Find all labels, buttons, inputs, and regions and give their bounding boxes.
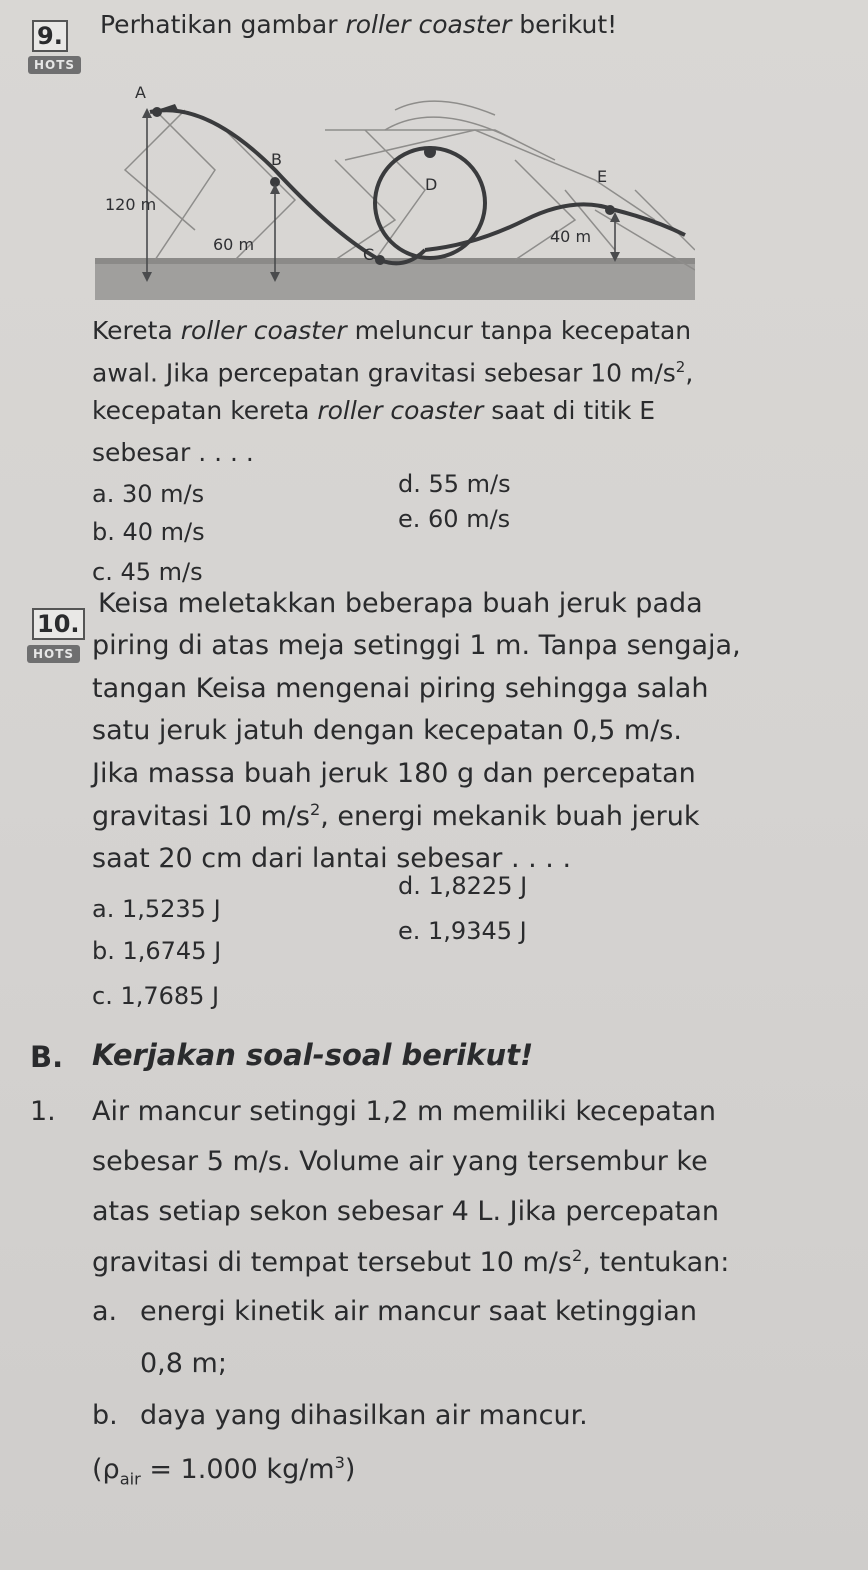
q10-line-6: gravitasi 10 $m/s^2$, energi mekanik buah jeruk <box>92 800 700 832</box>
q9-option-e[interactable]: e. 60 m/s <box>398 505 511 533</box>
point-e-marker <box>605 205 615 215</box>
q9-line-2: awal. Jika percepatan gravitasi sebesar 10 $m/s^2$, <box>92 358 694 388</box>
q9-option-d[interactable]: d. 55 m/s <box>398 470 511 498</box>
ground-strip <box>95 260 695 300</box>
hots-badge: HOTS <box>27 645 80 663</box>
loop <box>375 148 485 258</box>
roller-coaster-figure <box>95 70 695 305</box>
b1-line-4: gravitasi di tempat tersebut 10 $m/s^2$, tentukan: <box>92 1246 730 1278</box>
q10-line-2: piring di atas meja setinggi 1 m. Tanpa sengaja, <box>92 630 741 661</box>
b1-a-line-2: 0,8 m; <box>140 1348 227 1379</box>
section-letter: B. <box>30 1040 64 1074</box>
q10-line-3: tangan Keisa mengenai piring sehingga salah <box>92 673 709 704</box>
question-number: 1. <box>30 1096 56 1127</box>
q9-option-b[interactable]: b. 40 m/s <box>92 518 205 546</box>
label-a: A <box>135 83 146 102</box>
b1-line-3: atas setiap sekon sebesar 4 L. Jika percepatan <box>92 1196 720 1227</box>
question-number: 10. <box>32 608 85 640</box>
q10-option-a[interactable]: a. 1,5235 J <box>92 895 221 923</box>
label-height-60: 60 m <box>213 235 255 254</box>
density-note: ($\rho_{air} = 1.000$ $kg/m^3$) <box>92 1453 356 1489</box>
q10-line-5: Jika massa buah jeruk 180 g dan percepatan <box>92 758 696 789</box>
section-title: Kerjakan soal-soal berikut! <box>92 1038 534 1072</box>
b1-a-label: a. <box>92 1296 118 1327</box>
label-e: E <box>597 167 608 186</box>
question-title: Perhatikan gambar roller coaster berikut! <box>100 10 618 39</box>
q9-option-c[interactable]: c. 45 m/s <box>92 558 203 586</box>
q10-option-c[interactable]: c. 1,7685 J <box>92 982 220 1010</box>
q10-line-7: saat 20 cm dari lantai sebesar . . . . <box>92 843 572 874</box>
b1-b-line: daya yang dihasilkan air mancur. <box>140 1400 588 1431</box>
point-c-marker <box>375 255 385 265</box>
q9-line-1: Kereta roller coaster meluncur tanpa kecepatan <box>92 316 692 345</box>
support-structure <box>125 101 695 270</box>
b1-line-2: sebesar 5 m/s. Volume air yang tersembur ke <box>92 1146 708 1177</box>
q10-option-d[interactable]: d. 1,8225 J <box>398 872 528 900</box>
label-height-120: 120 m <box>105 195 157 214</box>
b1-line-1: Air mancur setinggi 1,2 m memiliki kecepatan <box>92 1096 717 1127</box>
q9-line-3: kecepatan kereta roller coaster saat di titik E <box>92 396 656 425</box>
b1-b-label: b. <box>92 1400 118 1431</box>
label-b: B <box>271 150 282 169</box>
question-number: 9. <box>32 20 68 52</box>
point-d-marker <box>424 146 436 158</box>
point-a-marker <box>152 107 162 117</box>
b1-a-line-1: energi kinetik air mancur saat ketinggian <box>140 1296 697 1327</box>
q9-line-4: sebesar . . . . <box>92 438 254 467</box>
track <box>150 110 425 263</box>
label-c: C <box>363 245 375 264</box>
label-height-40: 40 m <box>550 227 592 246</box>
height-arrows <box>147 110 615 280</box>
hots-badge: HOTS <box>28 56 81 74</box>
label-d: D <box>425 175 438 194</box>
q10-line-1: Keisa meletakkan beberapa buah jeruk pada <box>98 588 703 619</box>
q9-option-a[interactable]: a. 30 m/s <box>92 480 205 508</box>
q10-option-e[interactable]: e. 1,9345 J <box>398 917 527 945</box>
q10-line-4: satu jeruk jatuh dengan kecepatan 0,5 m/s. <box>92 715 682 746</box>
q10-option-b[interactable]: b. 1,6745 J <box>92 937 222 965</box>
